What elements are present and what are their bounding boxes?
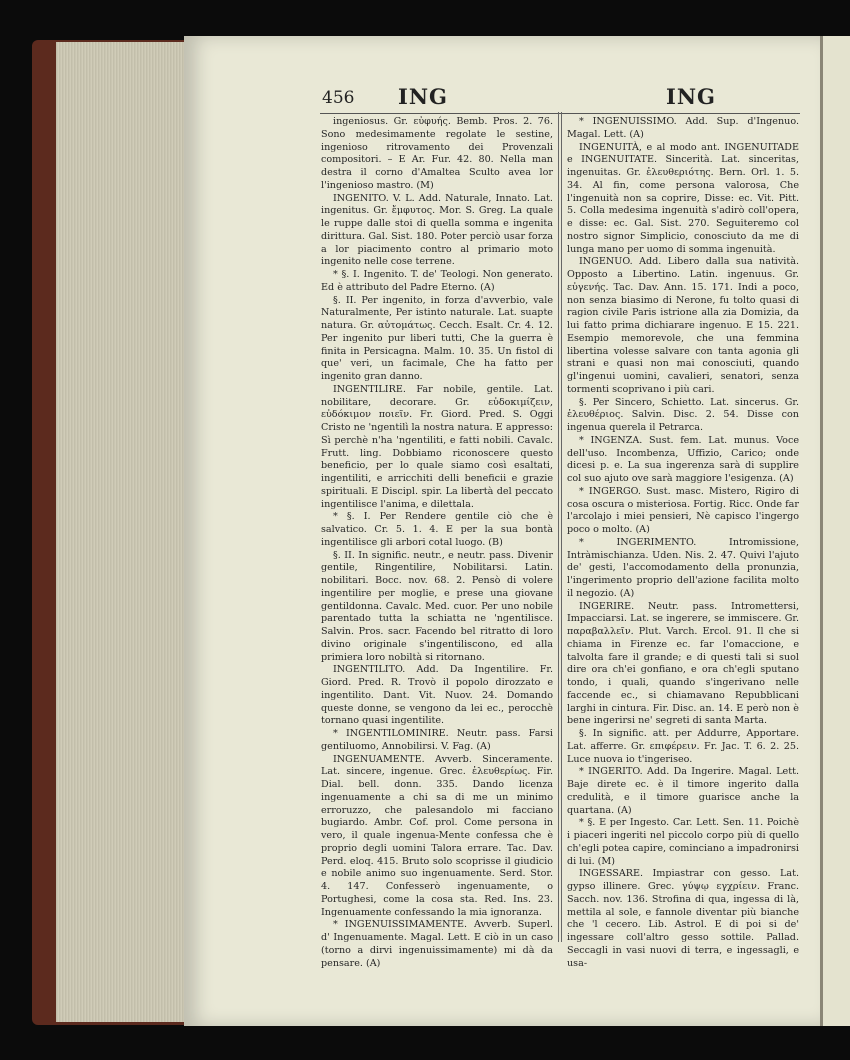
- right-running-head: ING: [666, 84, 716, 109]
- entry: §. II. In signific. neutr., e neutr. pass. Divenir gentile, Ringentilire, Nobilitarsi. Latin. nobilitari. Bocc. nov. 68. 2. Pensò di volere ingentilire per moglie, e prese una giovane gentildonna. Cavalc. Med. cuor. Per uno nobile parentado tutta la schiatta ne 'ngentilisce. Salvin. Pros. sacr. Facendo bel ritratto di loro divino originale s'ingentiliscono, ed alla primiera loro nobiltà si ritornano.: [321, 549, 553, 663]
- entry: INGENUAMENTE. Avverb. Sinceramente. Lat. sincere, ingenue. Grec. ἐλευθερίως. Fir. Dial. bell. donn. 335. Dando licenza ingenuamente a chi sa di me un minimo erroruzzo, che palesandolo mi facciano bugiardo. Ambr. Cof. prol. Come persona in vero, il quale ingenua-Mente confessa che è proprio degli uomini Talora errare. Tac. Dav. Perd. eloq. 415. Bruto solo scoprisse il giudicio e nobile animo suo ingenuamente. Serd. Stor. 4. 147. Confesserò ingenuamente, o Portughesi, come la cosa sta. Red. Ins. 23. Ingenuamente confessando la mia ignoranza.: [321, 753, 553, 918]
- entry: INGENUITÀ, e al modo ant. INGENUITADE e INGENUITATE. Sincerità. Lat. sinceritas, ingenuitas. Gr. ἐλευθεριότης. Bern. Orl. 1. 5. 34. Al fin, come persona valorosa, Che l'ingenuità non sa coprire, Disse: ec. Vit. Pitt. 5. Colla medesima ingenuità s'adirò coll'opera, e disse: ec. Gal. Sist. 270. Seguiteremo col nostro signor Simplicio, conosciuto da me di lunga mano per uomo di somma ingenuità.: [567, 141, 799, 255]
- entry: INGENTILIRE. Far nobile, gentile. Lat. nobilitare, decorare. Gr. εὐδοκιμίζειν, εὐδόκιμον ποιεῖν. Fr. Giord. Pred. S. Oggi Cristo ne 'ngentilì la nostra natura. E appresso: Sì perchè n'ha 'ngentiliti, e fatti nobili. Cavalc. Frutt. ling. Dobbiamo riconoscere questo beneficio, per lo quale siamo così esaltati, ingentiliti, e arricchiti delli beneficii e grazie spirituali. E Discipl. spir. La libertà del peccato ingentilisce l'anima, e dilettala.: [321, 383, 553, 510]
- column-divider: [561, 112, 562, 942]
- left-running-head: ING: [398, 84, 448, 109]
- entry: ingeniosus. Gr. εὐφυής. Bemb. Pros. 2. 76. Sono medesimamente regolate le sestine, ingenioso ritrovamento dei Provenzali compositori. – E Ar. Fur. 42. 80. Nella man destra il corno d'Amaltea Sculto avea lor l'ingenioso mastro. (M): [321, 116, 553, 191]
- entry: * §. I. Ingenito. T. de' Teologi. Non generato. Ed è attributo del Padre Eterno. (A): [321, 269, 553, 293]
- entry: INGESSARE. Impiastrar con gesso. Lat. gypso illinere. Grec. γύψῳ εγχρίειν. Franc. Sacch. nov. 136. Strofina di qua, ingessa di là, mettila al sole, e fannole diventar più bianche che 'l cecero. Lib. Astrol. E di poi si de' ingessare coll'altro gesso sottile. Pallad. Seccagli in vasi nuovi di terra, e ingessagli, e usa-: [567, 868, 799, 969]
- column-divider: [558, 112, 559, 942]
- page-edges: [56, 42, 192, 1022]
- entry: * §. I. Per Rendere gentile ciò che è salvatico. Cr. 5. 1. 4. E per la sua bontà ingentilisce gli arbori cotal luogo. (B): [321, 511, 553, 548]
- entry: * INGERGO. Sust. masc. Mistero, Rigiro di cosa oscura o misteriosa. Fortig. Ricc. Onde far l'arcolajo i miei pensieri, Nè capisco l'ingergo poco o molto. (A): [567, 485, 799, 535]
- header-rule: [320, 113, 800, 114]
- entry: INGENTILITO. Add. Da Ingentilire. Fr. Giord. Pred. R. Trovò il popolo dirozzato e ingentilito. Dant. Vit. Nuov. 24. Domando queste donne, se vengono da lei ec., perocchè tornano quasi ingentilite.: [321, 664, 553, 727]
- entry: * INGENTILOMINIRE. Neutr. pass. Farsi gentiluomo, Annobilirsi. V. Fag. (A): [321, 728, 553, 752]
- left-column: [321, 116, 553, 970]
- entry: * INGERIMENTO. Intromissione, Intràmischianza. Uden. Nis. 2. 47. Quivi l'ajuto de' gesti, l'accomodamento della pronunzia, l'ingerimento proprio dell'azione facilita molto il negozio. (A): [567, 536, 799, 599]
- page-number: 456: [322, 88, 355, 108]
- entry: * §. E per Ingesto. Car. Lett. Sen. 11. Poichè i piaceri ingeriti nel piccolo corpo più di quello ch'egli potea capire, cominciano a impadronirsi di lui. (M): [567, 817, 799, 867]
- entry: * INGERITO. Add. Da Ingerire. Magal. Lett. Baje direte ec. è il timore ingerito dalla credulità, e il timore guarisce anche la quartana. (A): [567, 766, 799, 816]
- entry: * INGENZA. Sust. fem. Lat. munus. Voce dell'uso. Incombenza, Uffizio, Carico; onde dicesi p. e. La sua ingerenza sarà di supplire col suo ajuto ove sarà maggiore l'esigenza. (A): [567, 434, 799, 484]
- entry: §. In signific. att. per Addurre, Apportare. Lat. afferre. Gr. επιφέρειν. Fr. Jac. T. 6. 2. 25. Luce nuova io t'ingeriseo.: [567, 728, 799, 765]
- entry: §. II. Per ingenito, in forza d'avverbio, vale Naturalmente, Per istinto naturale. Lat. suapte natura. Gr. αὐτομάτως. Cecch. Esalt. Cr. 4. 12. Per ingenito pur liberi tutti, Che la guerra è finita in Persicagna. Malm. 10. 35. Un fistol di que' veri, un facimale, Che ha fatto per ingenito gran danno.: [321, 294, 553, 382]
- entry: INGENITO. V. L. Add. Naturale, Innato. Lat. ingenitus. Gr. ἔμφυτος. Mor. S. Greg. La quale le ruppe dalle stoi di quella somma e ingenita dirittura. Gal. Sist. 180. Poter perciò usar forza a lor piacimento contro al primario moto ingenito nelle cose terrene.: [321, 192, 553, 268]
- entry: * INGENUISSIMO. Add. Sup. d'Ingenuo. Magal. Lett. (A): [567, 116, 799, 140]
- right-column: [567, 116, 799, 970]
- entry: INGERIRE. Neutr. pass. Intromettersi, Impacciarsi. Lat. se ingerere, se immiscere. Gr. παραβαλλεῖν. Plut. Varch. Ercol. 91. Il che si chiama in Firenze ec. far l'omaccione, e talvolta fare il grande; e di questi tali si suol dire ora ch'ei gonfiano, e ora ch'egli sputano tondo, i quali, quando s'ingerivano nelle faccende ec., si chiamavano Repubblicani larghi in cintura. Fir. Disc. an. 14. E però non è bene ingerirsi ne' segreti di santa Marta.: [567, 600, 799, 727]
- entry: INGENUO. Add. Libero dalla sua natività. Opposto a Libertino. Latin. ingenuus. Gr. εὐγενής. Tac. Dav. Ann. 15. 171. Indi a poco, non senza biasimo di Nerone, fu tolto quasi di ragion civile Paris istrione alla zia Domizia, da lui fatto prima dichiarare ingenuo. E 15. 221. Esempio memorevole, che una femmina libertina volesse salvare con tanta agonia gli strani e quasi non mai conosciuti, quando gl'ingenui uomini, cavalieri, senatori, senza tormenti scoprivano i più cari.: [567, 256, 799, 395]
- facing-page-edge: [823, 36, 850, 1026]
- entry: * INGENUISSIMAMENTE. Avverb. Superl. d' Ingenuamente. Magal. Lett. E ciò in un caso (torno a dirvi ingenuissimamente) mi dà da pensare. (A): [321, 919, 553, 969]
- entry: §. Per Sincero, Schietto. Lat. sincerus. Gr. ἐλευθέριος. Salvin. Disc. 2. 54. Disse con ingenua querela il Petrarca.: [567, 396, 799, 433]
